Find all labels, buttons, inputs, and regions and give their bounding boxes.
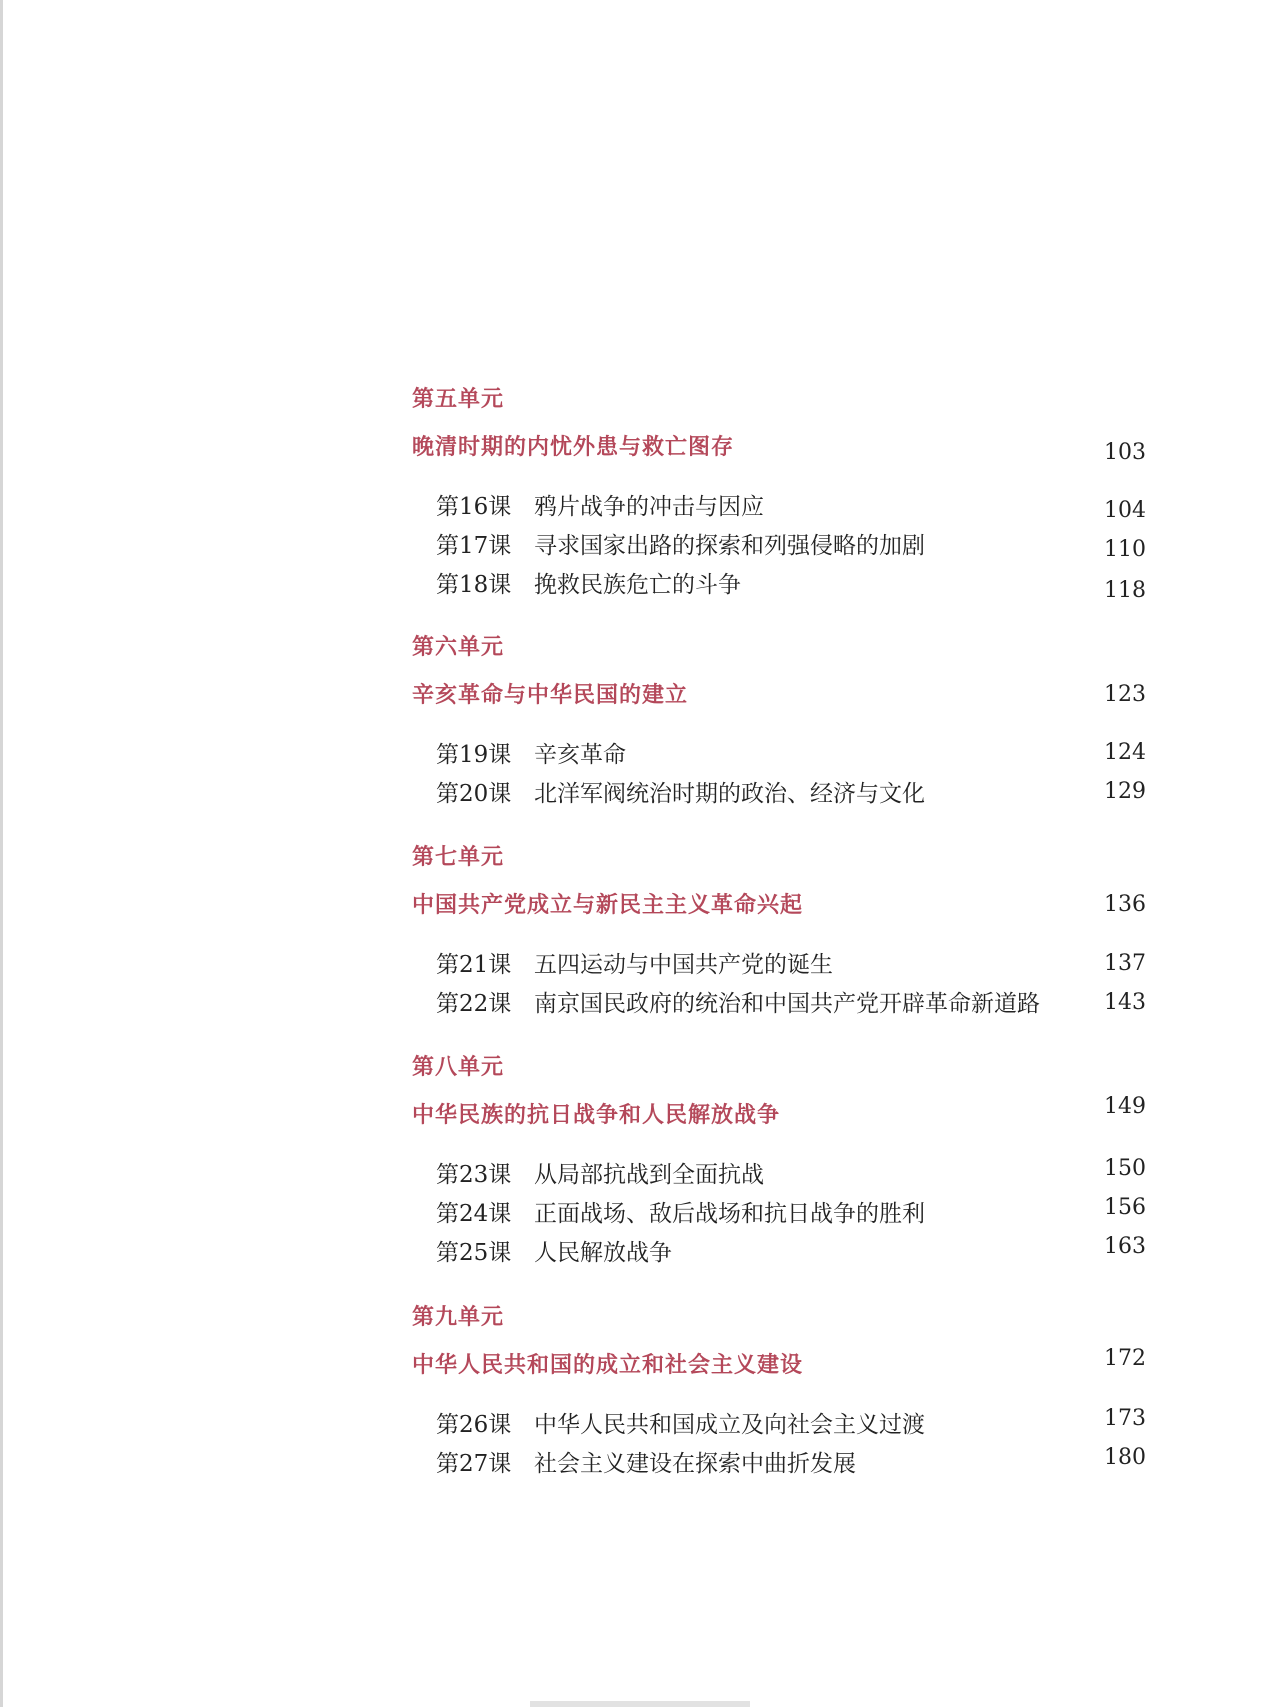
unit-page-number: 103: [1104, 440, 1146, 465]
lesson-row[interactable]: [0, 736, 1280, 770]
lesson-page-number: 118: [1104, 578, 1146, 603]
lesson-title: 社会主义建设在探索中曲折发展: [534, 1451, 856, 1477]
unit-page-number: 149: [1104, 1094, 1146, 1119]
lesson-row[interactable]: [0, 1195, 1280, 1229]
unit-page-number: 123: [1104, 682, 1146, 707]
lesson-row[interactable]: [0, 1406, 1280, 1440]
lesson-number: 第24课: [436, 1201, 512, 1227]
lesson-title: 中华人民共和国成立及向社会主义过渡: [534, 1412, 925, 1438]
unit-title[interactable]: 辛亥革命与中华民国的建立: [412, 683, 689, 708]
unit-label: 第七单元: [412, 845, 505, 870]
lesson-number: 第16课: [436, 494, 512, 520]
lesson-number: 第20课: [436, 781, 512, 807]
unit-page-number: 172: [1104, 1346, 1146, 1371]
lesson-row[interactable]: [0, 1445, 1280, 1479]
lesson-row[interactable]: [0, 946, 1280, 980]
unit-label: 第九单元: [412, 1305, 505, 1330]
lesson-page-number: 137: [1104, 951, 1146, 976]
lesson-number: 第25课: [436, 1240, 512, 1266]
page-bottom-edge: [530, 1701, 750, 1707]
lesson-number: 第19课: [436, 742, 512, 768]
unit-page-number: 136: [1104, 892, 1146, 917]
lesson-row[interactable]: [0, 1234, 1280, 1268]
lesson-page-number: 150: [1104, 1156, 1146, 1181]
lesson-page-number: 124: [1104, 740, 1146, 765]
lesson-title: 北洋军阀统治时期的政治、经济与文化: [534, 781, 925, 807]
lesson-page-number: 156: [1104, 1195, 1146, 1220]
lesson-number: 第26课: [436, 1412, 512, 1438]
lesson-row[interactable]: [0, 527, 1280, 561]
lesson-page-number: 163: [1104, 1234, 1146, 1259]
unit-title[interactable]: 晚清时期的内忧外患与救亡图存: [412, 435, 735, 460]
lesson-title: 五四运动与中国共产党的诞生: [534, 952, 833, 978]
lesson-row[interactable]: [0, 985, 1280, 1019]
lesson-page-number: 180: [1104, 1445, 1146, 1470]
unit-title[interactable]: 中国共产党成立与新民主主义革命兴起: [412, 893, 804, 918]
unit-label: 第五单元: [412, 387, 505, 412]
lesson-title: 从局部抗战到全面抗战: [534, 1162, 764, 1188]
lesson-title: 正面战场、敌后战场和抗日战争的胜利: [534, 1201, 925, 1227]
lesson-number: 第27课: [436, 1451, 512, 1477]
lesson-title: 寻求国家出路的探索和列强侵略的加剧: [534, 533, 925, 559]
unit-label: 第八单元: [412, 1055, 505, 1080]
lesson-title: 辛亥革命: [534, 742, 626, 768]
unit-label: 第六单元: [412, 635, 505, 660]
lesson-row[interactable]: [0, 1156, 1280, 1190]
lesson-number: 第23课: [436, 1162, 512, 1188]
lesson-row[interactable]: [0, 488, 1280, 522]
unit-title[interactable]: 中华人民共和国的成立和社会主义建设: [412, 1353, 804, 1378]
lesson-title: 挽救民族危亡的斗争: [534, 572, 741, 598]
lesson-row[interactable]: [0, 775, 1280, 809]
lesson-page-number: 110: [1104, 537, 1146, 562]
lesson-page-number: 129: [1104, 779, 1146, 804]
lesson-title: 人民解放战争: [534, 1240, 672, 1266]
lesson-page-number: 143: [1104, 990, 1146, 1015]
lesson-number: 第21课: [436, 952, 512, 978]
lesson-number: 第22课: [436, 991, 512, 1017]
lesson-page-number: 173: [1104, 1406, 1146, 1431]
lesson-title: 鸦片战争的冲击与因应: [534, 494, 764, 520]
lesson-number: 第17课: [436, 533, 512, 559]
lesson-row[interactable]: [0, 566, 1280, 603]
lesson-number: 第18课: [436, 572, 512, 598]
unit-title[interactable]: 中华民族的抗日战争和人民解放战争: [412, 1103, 781, 1128]
lesson-title: 南京国民政府的统治和中国共产党开辟革命新道路: [534, 991, 1040, 1017]
lesson-page-number: 104: [1104, 498, 1146, 523]
